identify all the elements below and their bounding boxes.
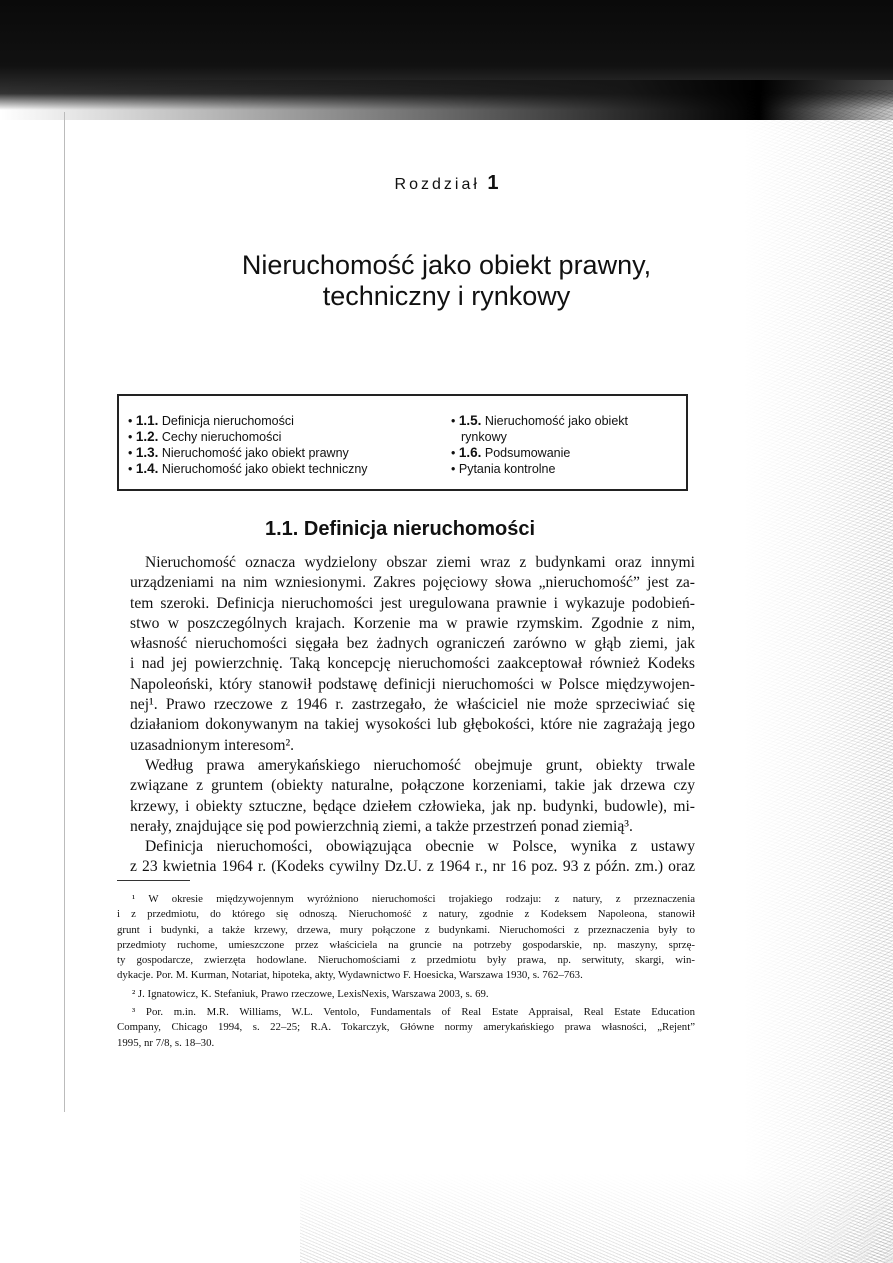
text-line: Napoleoński, który stanowił podstawę definicji nieruchomości w Polsce międzywojen- (130, 675, 695, 693)
section-heading: 1.1. Definicja nieruchomości (264, 518, 536, 540)
toc-item (128, 461, 368, 477)
footnote-line: ¹ W okresie międzywojennym wyróżniono nieruchomości trojakiego rodzaju: z natury, z przeznaczenia (132, 893, 695, 905)
bullet-icon: • (128, 446, 136, 460)
footnote-line: 1995, nr 7/8, s. 18–30. (117, 1036, 215, 1049)
toc-item (128, 429, 368, 445)
footnote-line: dykacje. Por. M. Kurman, Notariat, hipoteka, akty, Wydawnictwo F. Hoesicka, Warszawa 1930, s. 762–763. (117, 969, 583, 982)
chapter-title-line: Nieruchomość jako obiekt prawny, (241, 250, 652, 280)
toc-left-column (128, 413, 368, 477)
text-line: Definicja nieruchomości, obowiązująca obecnie w Polsce, wynika z ustawy (145, 838, 695, 856)
toc-item-label: Cechy nieruchomości (161, 430, 282, 444)
text-line: Nieruchomość oznacza wydzielony obszar ziemi wraz z budynkami oraz innymi (145, 554, 695, 571)
text-line: tem szeroki. Definicja nieruchomości jest uregulowana prawnie i wykazuje podobień- (130, 594, 695, 612)
text-line: własność nieruchomości sięgała bez żadnych ograniczeń zarówno w głąb ziemi, jak (130, 635, 695, 653)
text-line: nej¹. Prawo rzeczowe z 1946 r. zastrzegało, że właściciel nie może sprzeciwiać się (130, 696, 695, 714)
text-line: i nad jej powierzchnię. Taką koncepcję nieruchomości zaakceptował również Kodeks (130, 655, 695, 673)
bullet-icon: • (451, 414, 459, 428)
bullet-icon: • (128, 414, 136, 428)
toc-item-number: 1.6. (458, 445, 482, 460)
text-line: związane z gruntem (obiekty naturalne, połączone korzeniami, takie jak drzewa czy (130, 777, 695, 795)
toc-item-label: Definicja nieruchomości (161, 414, 294, 428)
chapter-number: 1 (487, 172, 499, 194)
text-line: działaniom dokonywanym na takiej wysokości lub głębokości, które nie zagrażają jego (130, 716, 695, 734)
chapter-title (0, 250, 893, 312)
footnote (117, 892, 695, 984)
toc-item (451, 445, 628, 461)
chapter-contents-box (117, 394, 688, 491)
text-line: uzasadnionym interesom². (130, 736, 295, 754)
toc-item (128, 413, 368, 429)
toc-item-number: 1.2. (135, 429, 159, 444)
text-line: Według prawa amerykańskiego nieruchomość obejmuje grunt, obiekty trwale (145, 756, 695, 774)
footnote-line: Company, Chicago 1994, s. 22–25; R.A. Tokarczyk, Główne normy amerykańskiego prawa własności, „Rejent” (117, 1021, 695, 1034)
bullet-icon: • (128, 462, 136, 476)
bullet-icon: • (451, 446, 459, 460)
toc-item-number: 1.1. (135, 413, 159, 428)
toc-item-label: Pytania kontrolne (458, 462, 556, 476)
toc-item-label: Nieruchomość jako obiekt (484, 414, 628, 428)
text-line: z 23 kwietnia 1964 r. (Kodeks cywilny Dz.U. z 1964 r., nr 16 poz. 93 z późn. zm.) oraz (130, 858, 695, 876)
toc-item-label: Nieruchomość jako obiekt prawny (161, 446, 349, 460)
text-line: nerały, znajdujące się pod powierzchnią ziemi, a także przestrzeń ponad ziemią³. (130, 817, 633, 835)
bullet-icon: • (128, 430, 136, 444)
footnote (117, 987, 695, 1002)
chapter-label (0, 172, 893, 195)
footnote-line: grunt i budynki, a także krzewy, drzewa, mury połączone z budynkami. Nieruchomości z przeznaczenia były to (117, 923, 695, 936)
footnote-line: ty gospodarcze, zwierzęta hodowlane. Nieruchomościami z przedmiotu były prawa, np. serwituty, skargi, win- (117, 954, 695, 967)
bullet-icon: • (451, 462, 459, 476)
footnote-line: i z przedmiotu, do którego się odnoszą. Nieruchomość z natury, zgodnie z Kodeksem Napoleona, stanowił (117, 908, 695, 921)
toc-item-number: 1.4. (135, 461, 159, 476)
body-text (130, 553, 695, 878)
toc-item-label: Podsumowanie (484, 446, 571, 460)
toc-item (451, 413, 628, 429)
footnote-line: ³ Por. m.in. M.R. Williams, W.L. Ventolo, Fundamentals of Real Estate Appraisal, Real Estate Education (132, 1006, 695, 1019)
text-line: urządzeniami na nim wzniesionymi. Zakres pojęciowy słowa „nieruchomość” jest za- (130, 574, 695, 592)
text-line: krzewy, i obiekty sztuczne, będące dziełem człowieka, jak np. budynki, budowle), mi- (130, 797, 695, 815)
toc-item-number: 1.3. (135, 445, 159, 460)
toc-item-label: rynkowy (461, 430, 507, 444)
footnote-line: przedmioty ruchome, umieszczone przez właściciela na gruncie na potrzeby gospodarskie, np. maszyny, sprzę- (117, 938, 695, 951)
scan-noise-bottom (300, 1173, 893, 1263)
toc-item-label: Nieruchomość jako obiekt techniczny (161, 462, 368, 476)
chapter-title-line: techniczny i rynkowy (322, 281, 571, 311)
text-line: stwo w poszczególnych krajach. Korzenie ma w prawie rzymskim. Zgodnie z nim, (130, 614, 695, 632)
toc-right-column (451, 413, 628, 477)
paragraph (130, 756, 695, 837)
footnotes (117, 880, 695, 1051)
toc-item-number: 1.5. (458, 413, 482, 428)
paragraph (130, 553, 695, 756)
footnote-line: ² J. Ignatowicz, K. Stefaniuk, Prawo rzeczowe, LexisNexis, Warszawa 2003, s. 69. (132, 987, 489, 1000)
toc-item (451, 461, 628, 477)
toc-item (451, 429, 628, 445)
footnote (117, 1005, 695, 1051)
chapter-word: Rozdział (394, 176, 480, 193)
paragraph (130, 837, 695, 878)
toc-item (128, 445, 368, 461)
